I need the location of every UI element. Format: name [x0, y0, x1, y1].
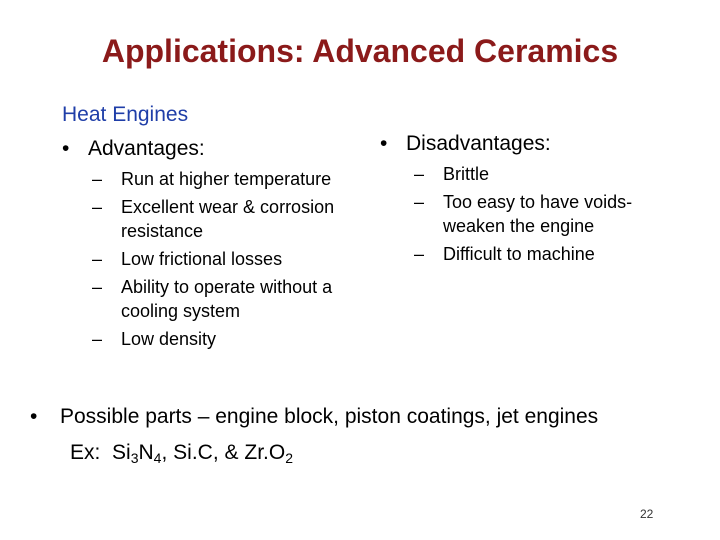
list-item-text: Difficult to machine [443, 244, 595, 264]
dash-icon: – [92, 329, 103, 349]
disadvantages-heading [380, 131, 551, 157]
example-compounds [70, 440, 293, 466]
list-item-text: Ability to operate without a cooling system [121, 277, 333, 321]
disadvantages-label: Disadvantages: [406, 132, 551, 155]
dash-icon: – [92, 249, 103, 269]
possible-parts-bullet [30, 404, 598, 430]
dash-icon: – [92, 169, 103, 189]
list-item-text: Low density [121, 329, 217, 349]
dash-icon: – [92, 197, 103, 217]
bullet-icon: • [380, 132, 388, 155]
list-item [92, 327, 372, 351]
slide-title: Applications: Advanced Ceramics [101, 33, 619, 69]
bullet-icon: • [30, 405, 38, 428]
list-item [92, 275, 372, 323]
list-item [414, 242, 664, 266]
list-item-text: Excellent wear & corrosion resistance [121, 197, 335, 241]
list-item [414, 162, 664, 186]
list-item [92, 247, 372, 271]
example-prefix: Ex: [70, 441, 101, 464]
advantages-list [92, 167, 372, 355]
compound-zro2: $Zr.O_2$ [244, 441, 294, 466]
compound-si3n4: $Si_3N_4$, [112, 441, 168, 466]
possible-parts-text: Possible parts – engine block, piston coatings, jet engines [60, 405, 599, 428]
list-item-text: Run at higher temperature [121, 169, 332, 189]
list-item-text: Too easy to have voids- weaken the engine [443, 192, 633, 236]
dash-icon: – [414, 244, 425, 264]
dash-icon: – [414, 192, 425, 212]
list-item [414, 190, 664, 238]
ampersand: & [224, 441, 239, 464]
list-item [92, 195, 372, 243]
compound-sic: Si.C, [173, 441, 219, 464]
dash-icon: – [414, 164, 425, 184]
advantages-heading [62, 136, 205, 162]
page-number: 22 [640, 507, 654, 521]
list-item-text: Brittle [443, 164, 490, 184]
subheading-heat-engines: Heat Engines [62, 103, 189, 126]
dash-icon: – [92, 277, 103, 297]
disadvantages-list [414, 162, 664, 270]
advantages-label: Advantages: [88, 137, 205, 160]
bullet-icon: • [62, 137, 70, 160]
list-item-text: Low frictional losses [121, 249, 283, 269]
list-item [92, 167, 372, 191]
